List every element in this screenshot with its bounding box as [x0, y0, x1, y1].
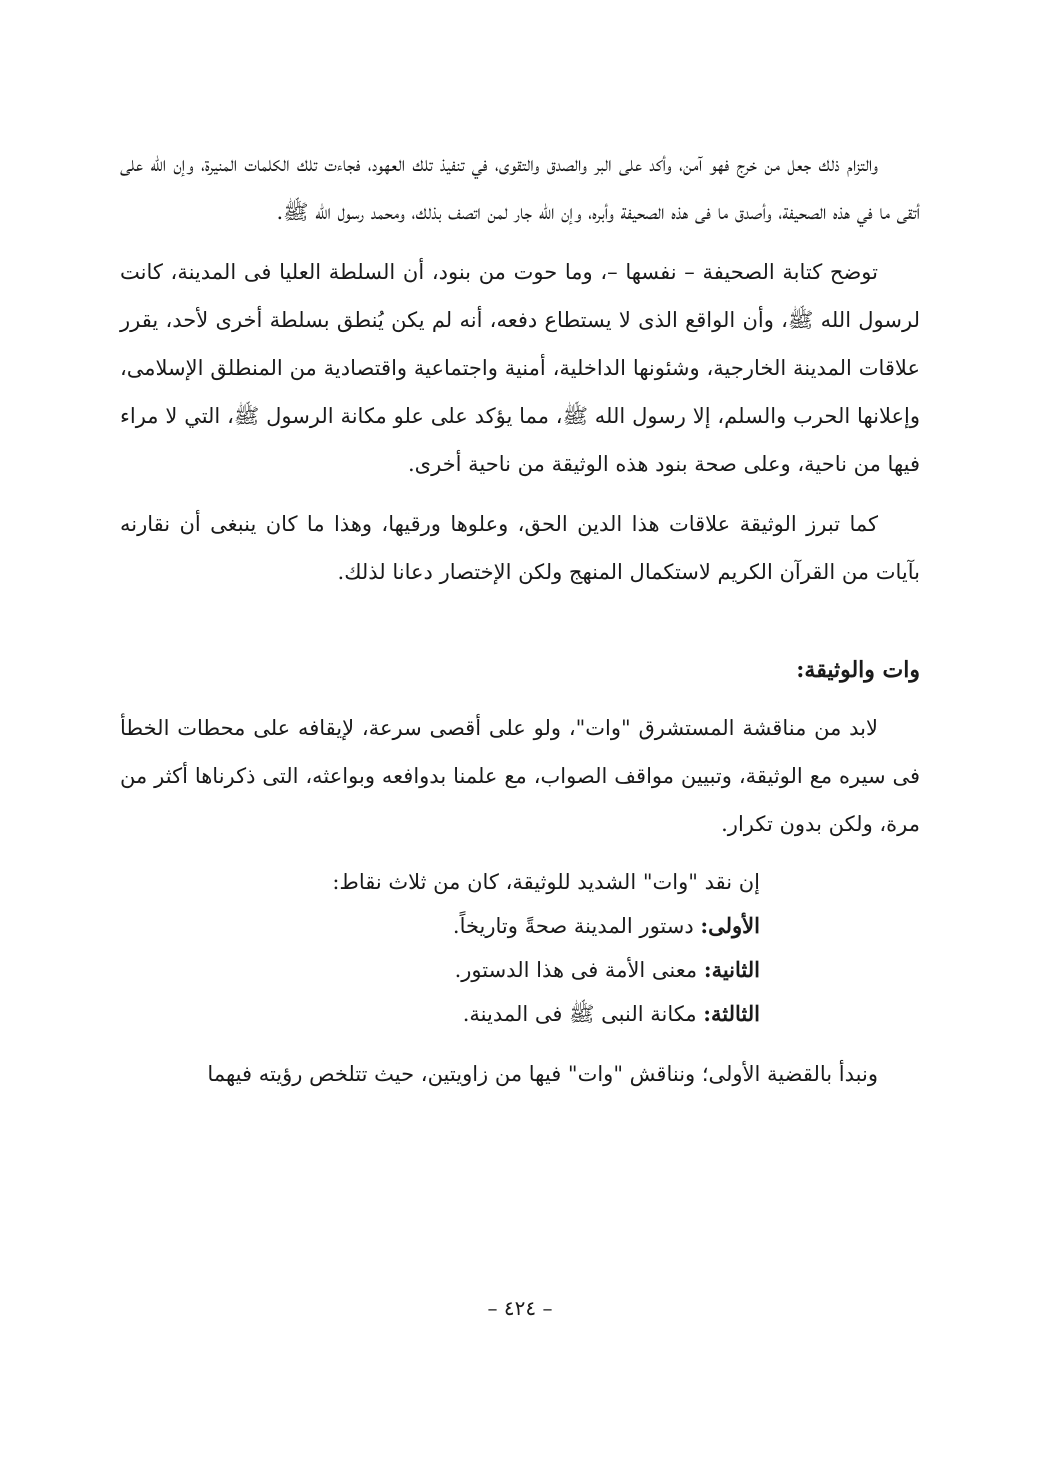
point-third-text: مكانة النبى ﷺ فى المدينة.: [462, 1002, 704, 1026]
paragraph-covenant: والتزام ذلك جعل من خرج فهو آمن، وأكد على البر والصدق والتقوى، في تنفيذ تلك العهود، فجاءت تلك الكلمات المنيرة، وإن الله على أتقى ما في هذه الصحيفة، وأصدق ما فى هذه الصحيفة وأبره، وإن الله جار لمن اتصف بذلك، ومحمد رسول الله ﷺ.: [120, 152, 920, 224]
page-body: [120, 140, 920, 1110]
points-intro: إن نقد "وات" الشديد للوثيقة، كان من ثلاث نقاط:: [332, 870, 760, 894]
point-second: [120, 948, 760, 992]
point-first: [120, 904, 760, 948]
criticism-points: [120, 860, 920, 1036]
point-second-label: الثانية:: [703, 957, 760, 982]
paragraph-first-issue: ونبدأ بالقضية الأولى؛ ونناقش "وات" فيها من زاويتين، حيث تتلخص رؤيته فيهما: [207, 1062, 878, 1086]
point-first-label: الأولى:: [700, 913, 760, 938]
point-third-label: الثالثة:: [703, 1001, 760, 1026]
point-third: [120, 992, 760, 1036]
paragraph-watt-discussion: لابد من مناقشة المستشرق "وات"، ولو على أقصى سرعة، لإيقافه على محطات الخطأ فى سيره مع الوثيقة، وتبيين مواقف الصواب، مع علمنا بدوافعه وبواعثه، التى ذكرناها أكثر من مرة، ولكن بدون تكرار.: [120, 716, 920, 836]
page-number: – ٤٢٤ –: [487, 1296, 553, 1320]
paragraph-authority: توضح كتابة الصحيفة – نفسها –، وما حوت من بنود، أن السلطة العليا فى المدينة، كانت لرسول الله ﷺ، وأن الواقع الذى لا يستطاع دفعه، أنه لم يكن يُنطق بسلطة أخرى لأحد، يقرر علاقات المدينة الخارجية، وشئونها الداخلية، أمنية واجتماعية واقتصادية من المنطلق الإسلامى، وإعلانها الحرب والسلم، إلا رسول الله ﷺ، مما يؤكد على علو مكانة الرسول ﷺ، التي لا مراء فيها من ناحية، وعلى صحة بنود هذه الوثيقة من ناحية أخرى.: [120, 260, 920, 476]
paragraph-document-relations: كما تبرز الوثيقة علاقات هذا الدين الحق، وعلوها ورقيها، وهذا ما كان ينبغى أن نقارنه بآيات من القرآن الكريم لاستكمال المنهج ولكن الإختصار دعانا لذلك.: [120, 512, 920, 584]
point-second-text: معنى الأمة فى هذا الدستور.: [454, 958, 704, 982]
point-first-text: دستور المدينة صحةً وتاريخاً.: [452, 914, 701, 938]
section-heading: وات والوثيقة:: [796, 657, 920, 683]
